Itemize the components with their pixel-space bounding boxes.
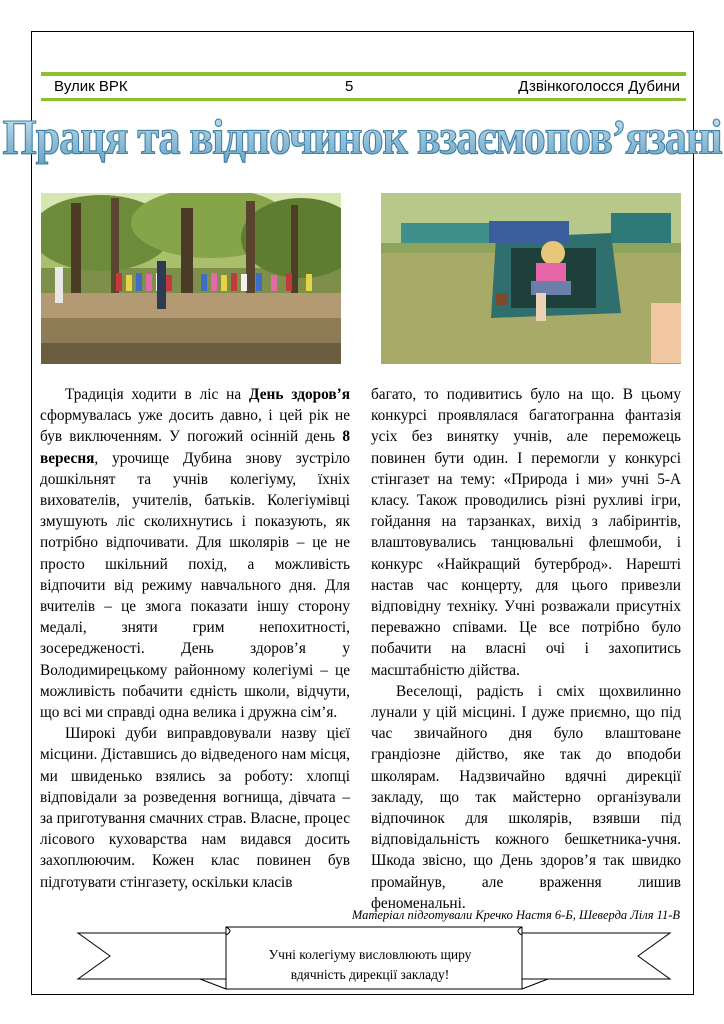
header-rule-bottom bbox=[41, 98, 686, 101]
tent-photo bbox=[381, 193, 681, 364]
newspaper-name: Вулик ВРК bbox=[54, 78, 128, 95]
section-name: Дзвінкоголосся Дубини bbox=[518, 78, 680, 95]
text: , урочище Дубина знову зустріло дошкільнят та учнів колегіуму, їхніх вихователів, учителів, батьків. Колегіумівці змушують ліс сколихнутись і показують, як потрібно відпочивати. Для школярів – це не просто шкільний похід, а можливість відпочити від режиму навчального дня. Для вчителів – це змога показати іншу сторону медалі, зняти грим непохитності, зосередженості. День здоров’я у Володимирецькому районному колегіумі – це можливість побачити єдність школи, відчути, що всі ми справді одна велика і дружна сім’я. bbox=[40, 449, 350, 722]
paragraph-1 bbox=[40, 384, 350, 723]
paragraph-2: Широкі дуби виправдовували назву цієї місцини. Діставшись до відведеного нам місця, ми швиденько взялись за роботу: хлопці відповідали за розведення вогнища, дівчата – за приготування смачних страв. Власне, процес лісового куховарства нам видався досить захоплюючим. Кожен клас повинен був підготувати стінгазету, оскільки класів bbox=[40, 725, 350, 891]
paragraph-4: Веселощі, радість і сміх щохвилинно лунали у цій місцині. І дуже приємно, що під час звичайного дня було влаштоване грандіозне дійство, яке так до вподоби школярам. Надзвичайно вдячні дирекції закладу, що так майстерно організували відпочинок для школярів, взявши під відповідальність кожного бешкетника-учня. Шкода звісно, що День здоров’я так швидко промайнув, але враження лишив феноменальні. bbox=[371, 682, 681, 912]
banner-line-1: Учні колегіуму висловлюють щиру bbox=[268, 947, 472, 962]
article-credit: Матеріал підготували Кречко Настя 6-Б, Шеверда Ліля 11-В bbox=[351, 908, 680, 922]
text: Традиція ходити в ліс на bbox=[65, 386, 250, 403]
article-column-right bbox=[371, 384, 681, 914]
forest-photo-image bbox=[41, 193, 341, 364]
text: сформувалась уже досить давно, і цей рік не був виключенням. У погожий осінній день bbox=[40, 407, 350, 446]
article-title: Праця та відпочинок взаємопов’язані bbox=[0, 104, 724, 171]
page-number: 5 bbox=[345, 78, 354, 95]
article-column-left bbox=[40, 384, 350, 893]
header-rule-top bbox=[41, 72, 686, 76]
bold-date: 8 вересня bbox=[40, 428, 350, 467]
forest-photo bbox=[41, 193, 341, 364]
tent-photo-image bbox=[381, 193, 681, 364]
bold-phrase: День здоров’я bbox=[249, 386, 350, 403]
banner-line-2: вдячність дирекції закладу! bbox=[290, 967, 450, 982]
banner-text bbox=[226, 945, 514, 985]
paragraph-3: багато, то подивитись було на що. В цьому конкурсі проявлялася багатогранна фантазія усіх без винятку учнів, але переможець повинен бути один. І перемогли у конкурсі стінгазет на тему: «Природа і ми» учні 5-А класу. Також проводились різні рухливі ігри, гойдання на тарзанках, вихід з лабіринтів, влаштовувались танцювальні флешмоби, і конкурс «Найкращий бутерброд». Нарешті настав час концерту, для цього привезли відповідну техніку. Учні розважали присутніх переважно співами. Це все потрібно було побачити на власні очі і захопитись масштабністю дійства. bbox=[371, 386, 681, 679]
